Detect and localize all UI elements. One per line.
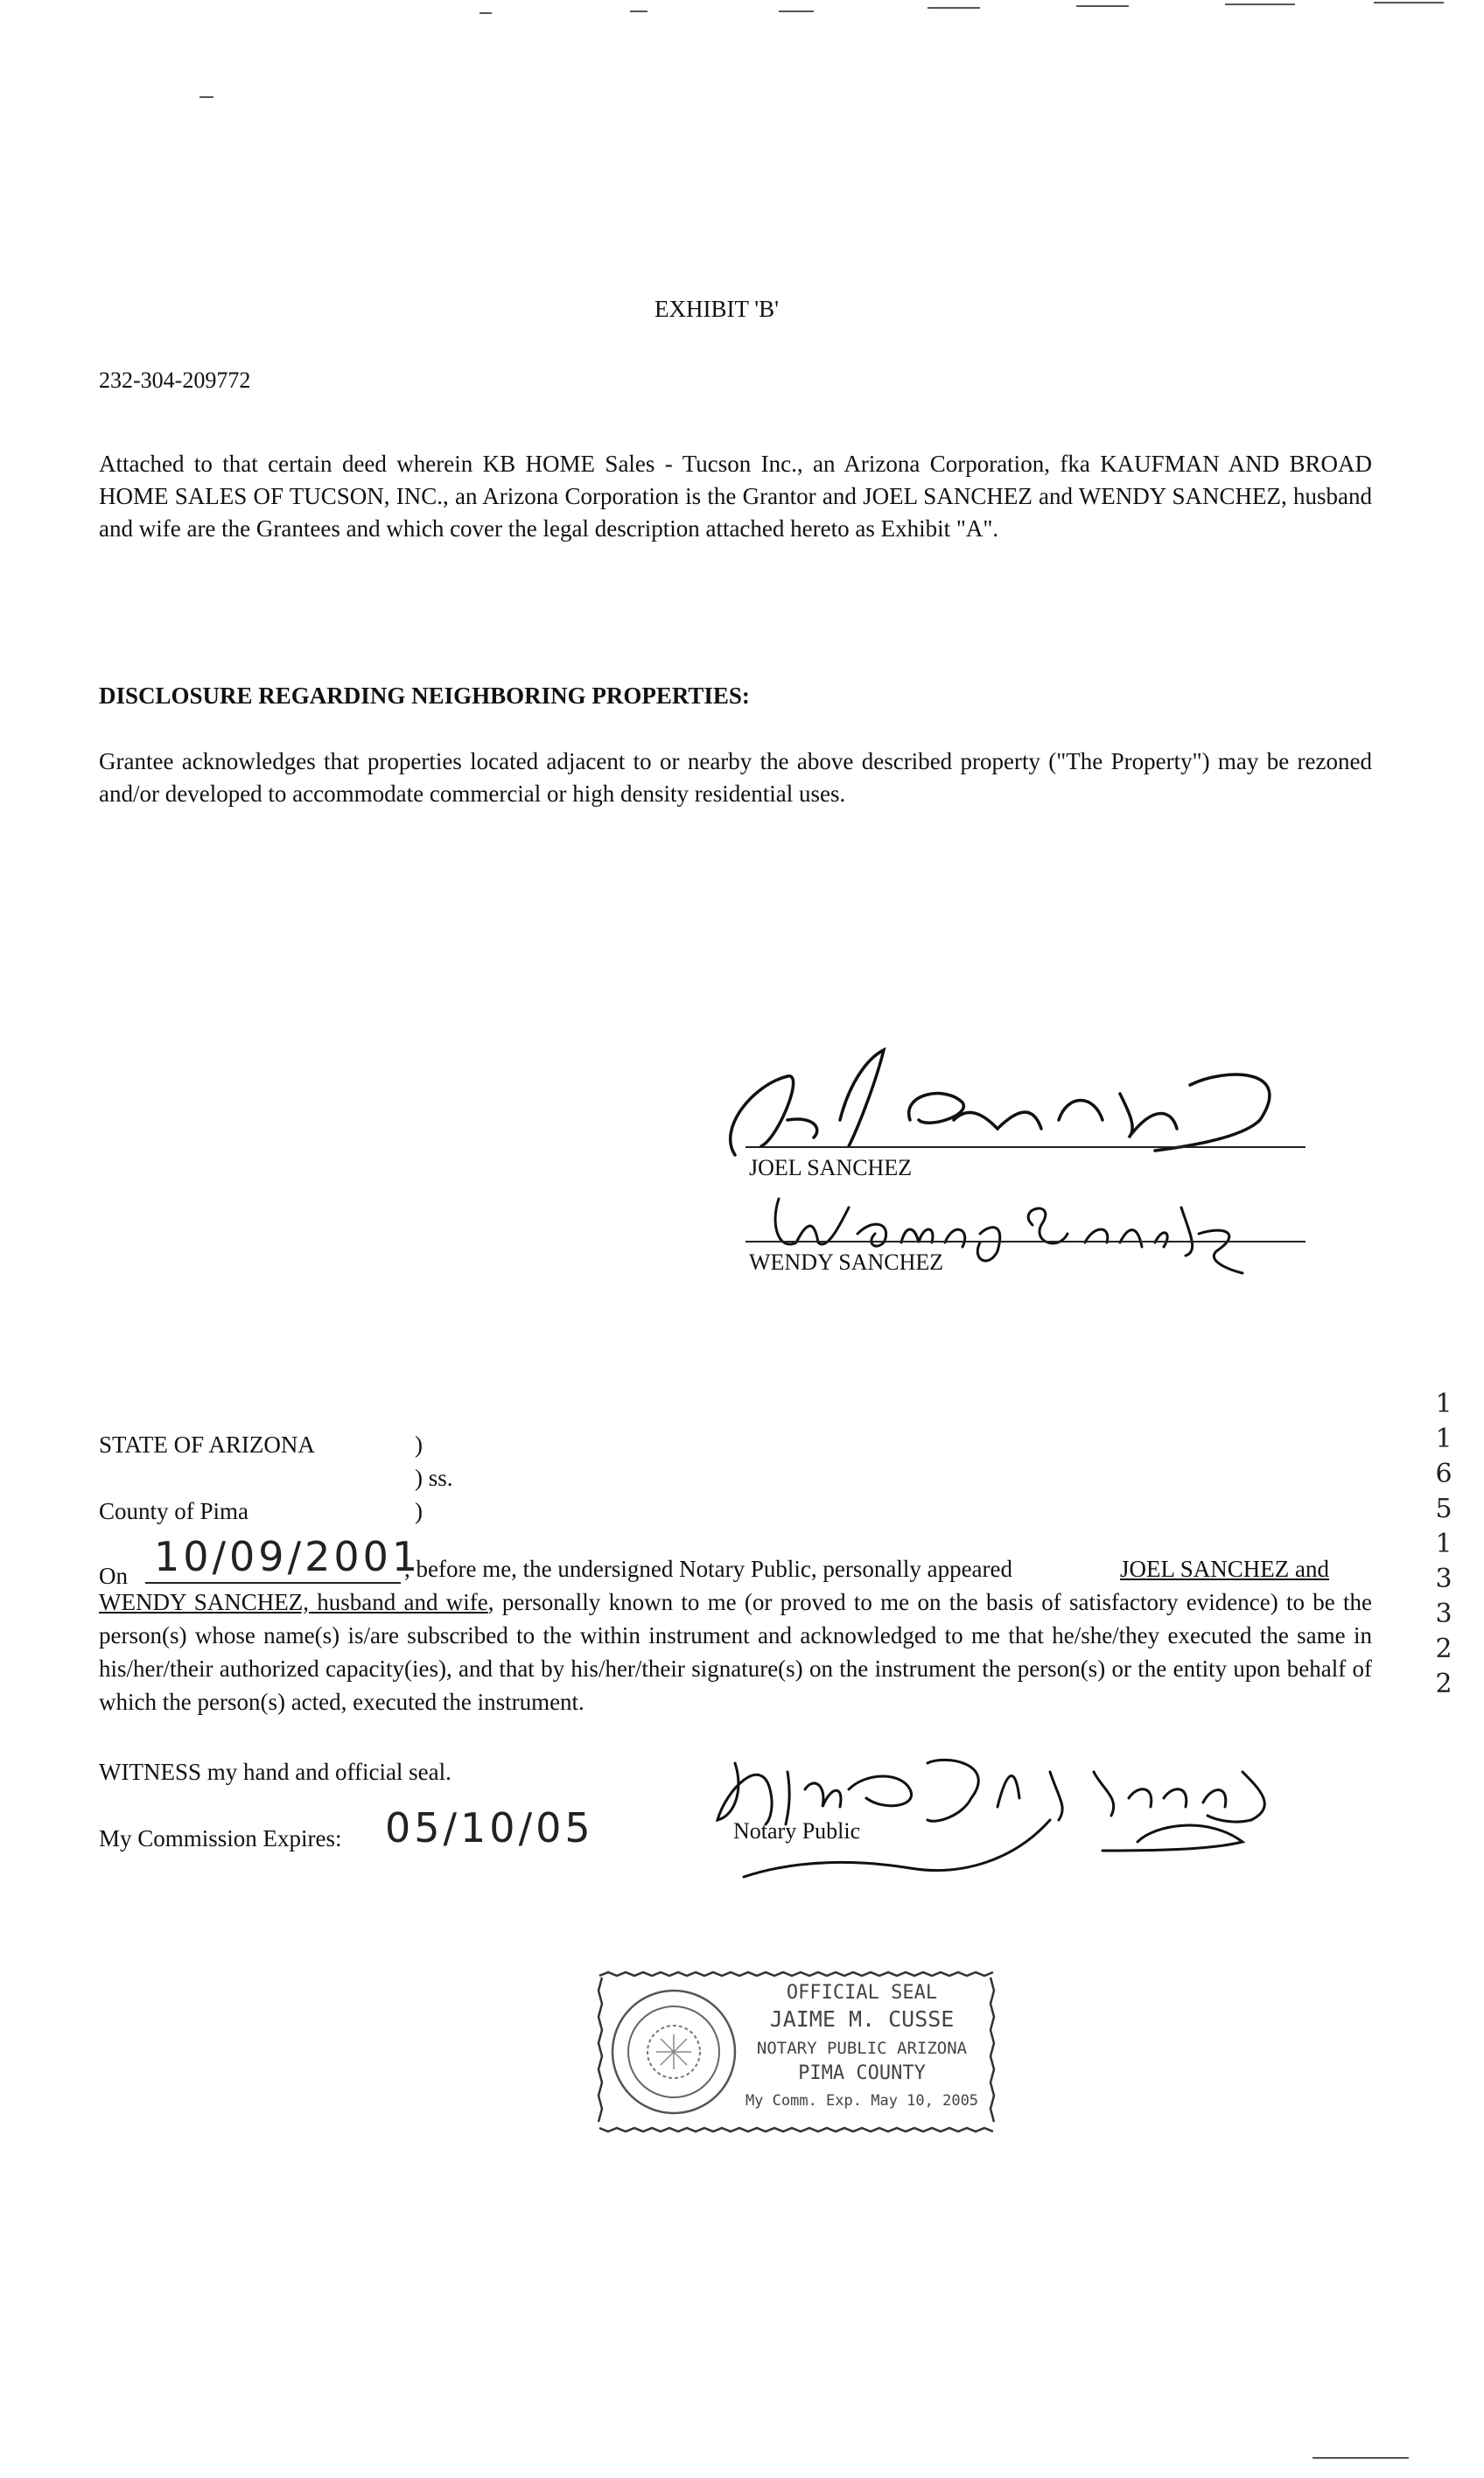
- notary-body: [99, 1586, 1372, 1718]
- disclosure-text: Grantee acknowledges that properties located adjacent to or nearby the above described property ("The Property") may be rezoned and/or developed to accommodate commercial or high density residential uses.: [99, 748, 1372, 807]
- ss-label: ) ss.: [415, 1465, 453, 1491]
- recording-stamp-digits: [1426, 1387, 1461, 1702]
- scan-mark: [1312, 2457, 1409, 2459]
- notarized-date: 10/09/2001: [154, 1533, 422, 1580]
- commission-date: 05/10/05: [385, 1804, 594, 1852]
- stamp-digit: 3: [1435, 1599, 1452, 1629]
- exhibit-title: EXHIBIT 'B': [654, 296, 779, 322]
- before-me-text: , before me, the undersigned Notary Public, personally appeared: [404, 1556, 1013, 1582]
- stamp-digit: 2: [1435, 1669, 1452, 1699]
- stamp-digit: 1: [1435, 1424, 1452, 1454]
- scan-mark: [630, 10, 648, 12]
- stamp-digit: 6: [1435, 1459, 1452, 1489]
- witness-text: WITNESS my hand and official seal.: [99, 1759, 452, 1785]
- seal-line-5: My Comm. Exp. May 10, 2005: [745, 2092, 979, 2110]
- signature-line-wendy: [746, 1241, 1306, 1242]
- notary-signature: [682, 1737, 1330, 1886]
- venue-paren: ): [415, 1432, 423, 1458]
- appeared-names-line2: WENDY SANCHEZ, husband and wife: [99, 1589, 488, 1615]
- grantee-label-joel: JOEL SANCHEZ: [749, 1155, 913, 1180]
- county-label: County of Pima: [99, 1498, 249, 1524]
- seal-line-3: NOTARY PUBLIC ARIZONA: [756, 2039, 968, 2058]
- document-number: 232-304-209772: [99, 368, 251, 393]
- scan-mark: [480, 12, 492, 14]
- seal-line-2: JAIME M. CUSSE: [769, 2006, 955, 2032]
- stamp-digit: 2: [1435, 1634, 1452, 1664]
- stamp-digit: 3: [1435, 1564, 1452, 1594]
- appeared-names-line1: JOEL SANCHEZ and: [1120, 1556, 1329, 1582]
- stamp-digit: 5: [1435, 1494, 1452, 1524]
- venue-paren: ): [415, 1498, 423, 1524]
- state-label: STATE OF ARIZONA: [99, 1432, 315, 1458]
- official-seal-stamp: [595, 1969, 998, 2135]
- scan-mark: [1374, 2, 1444, 4]
- notary-public-label: Notary Public: [733, 1818, 861, 1844]
- intro-paragraph: Attached to that certain deed wherein KB HOME Sales - Tucson Inc., an Arizona Corporation, fka KAUFMAN AND BROAD HOME SALES OF TUCSON, INC., an Arizona Corporation is the Grantor and JOEL SANCHEZ and WENDY SANCHEZ, husband and wife are the Grantees and which cover the legal description attached hereto as Exhibit "A".: [99, 451, 1372, 542]
- commission-label: My Commission Expires:: [99, 1825, 342, 1852]
- stamp-digit: 1: [1435, 1529, 1452, 1559]
- scan-mark: [1225, 4, 1295, 5]
- date-underline: [145, 1582, 401, 1584]
- joel-sanchez-signature: [700, 1032, 1330, 1172]
- stamp-digit: 1: [1435, 1389, 1452, 1419]
- seal-line-1: OFFICIAL SEAL: [786, 1982, 938, 2004]
- signature-line-joel: [746, 1146, 1306, 1148]
- scan-mark: [779, 10, 814, 12]
- scan-mark: [1076, 5, 1129, 7]
- on-label: On: [99, 1563, 128, 1589]
- seal-line-4: PIMA COUNTY: [798, 2062, 926, 2084]
- scan-mark: [928, 7, 980, 9]
- notary-body-text: , personally known to me (or proved to me on the basis of satisfactory evidence) to be the person(s) whose name(s) is/are subscribed to the within instrument and acknowledged to me that he/she/they executed the same in his/her/their authorized capacity(ies), and that by his/her/their signature(s) on the instrument the person(s) or the entity upon behalf of which the person(s) acted, executed the instrument.: [99, 1589, 1372, 1715]
- disclosure-heading: DISCLOSURE REGARDING NEIGHBORING PROPERTIES:: [99, 682, 750, 709]
- scan-mark: [200, 96, 214, 98]
- grantee-label-wendy: WENDY SANCHEZ: [749, 1250, 944, 1275]
